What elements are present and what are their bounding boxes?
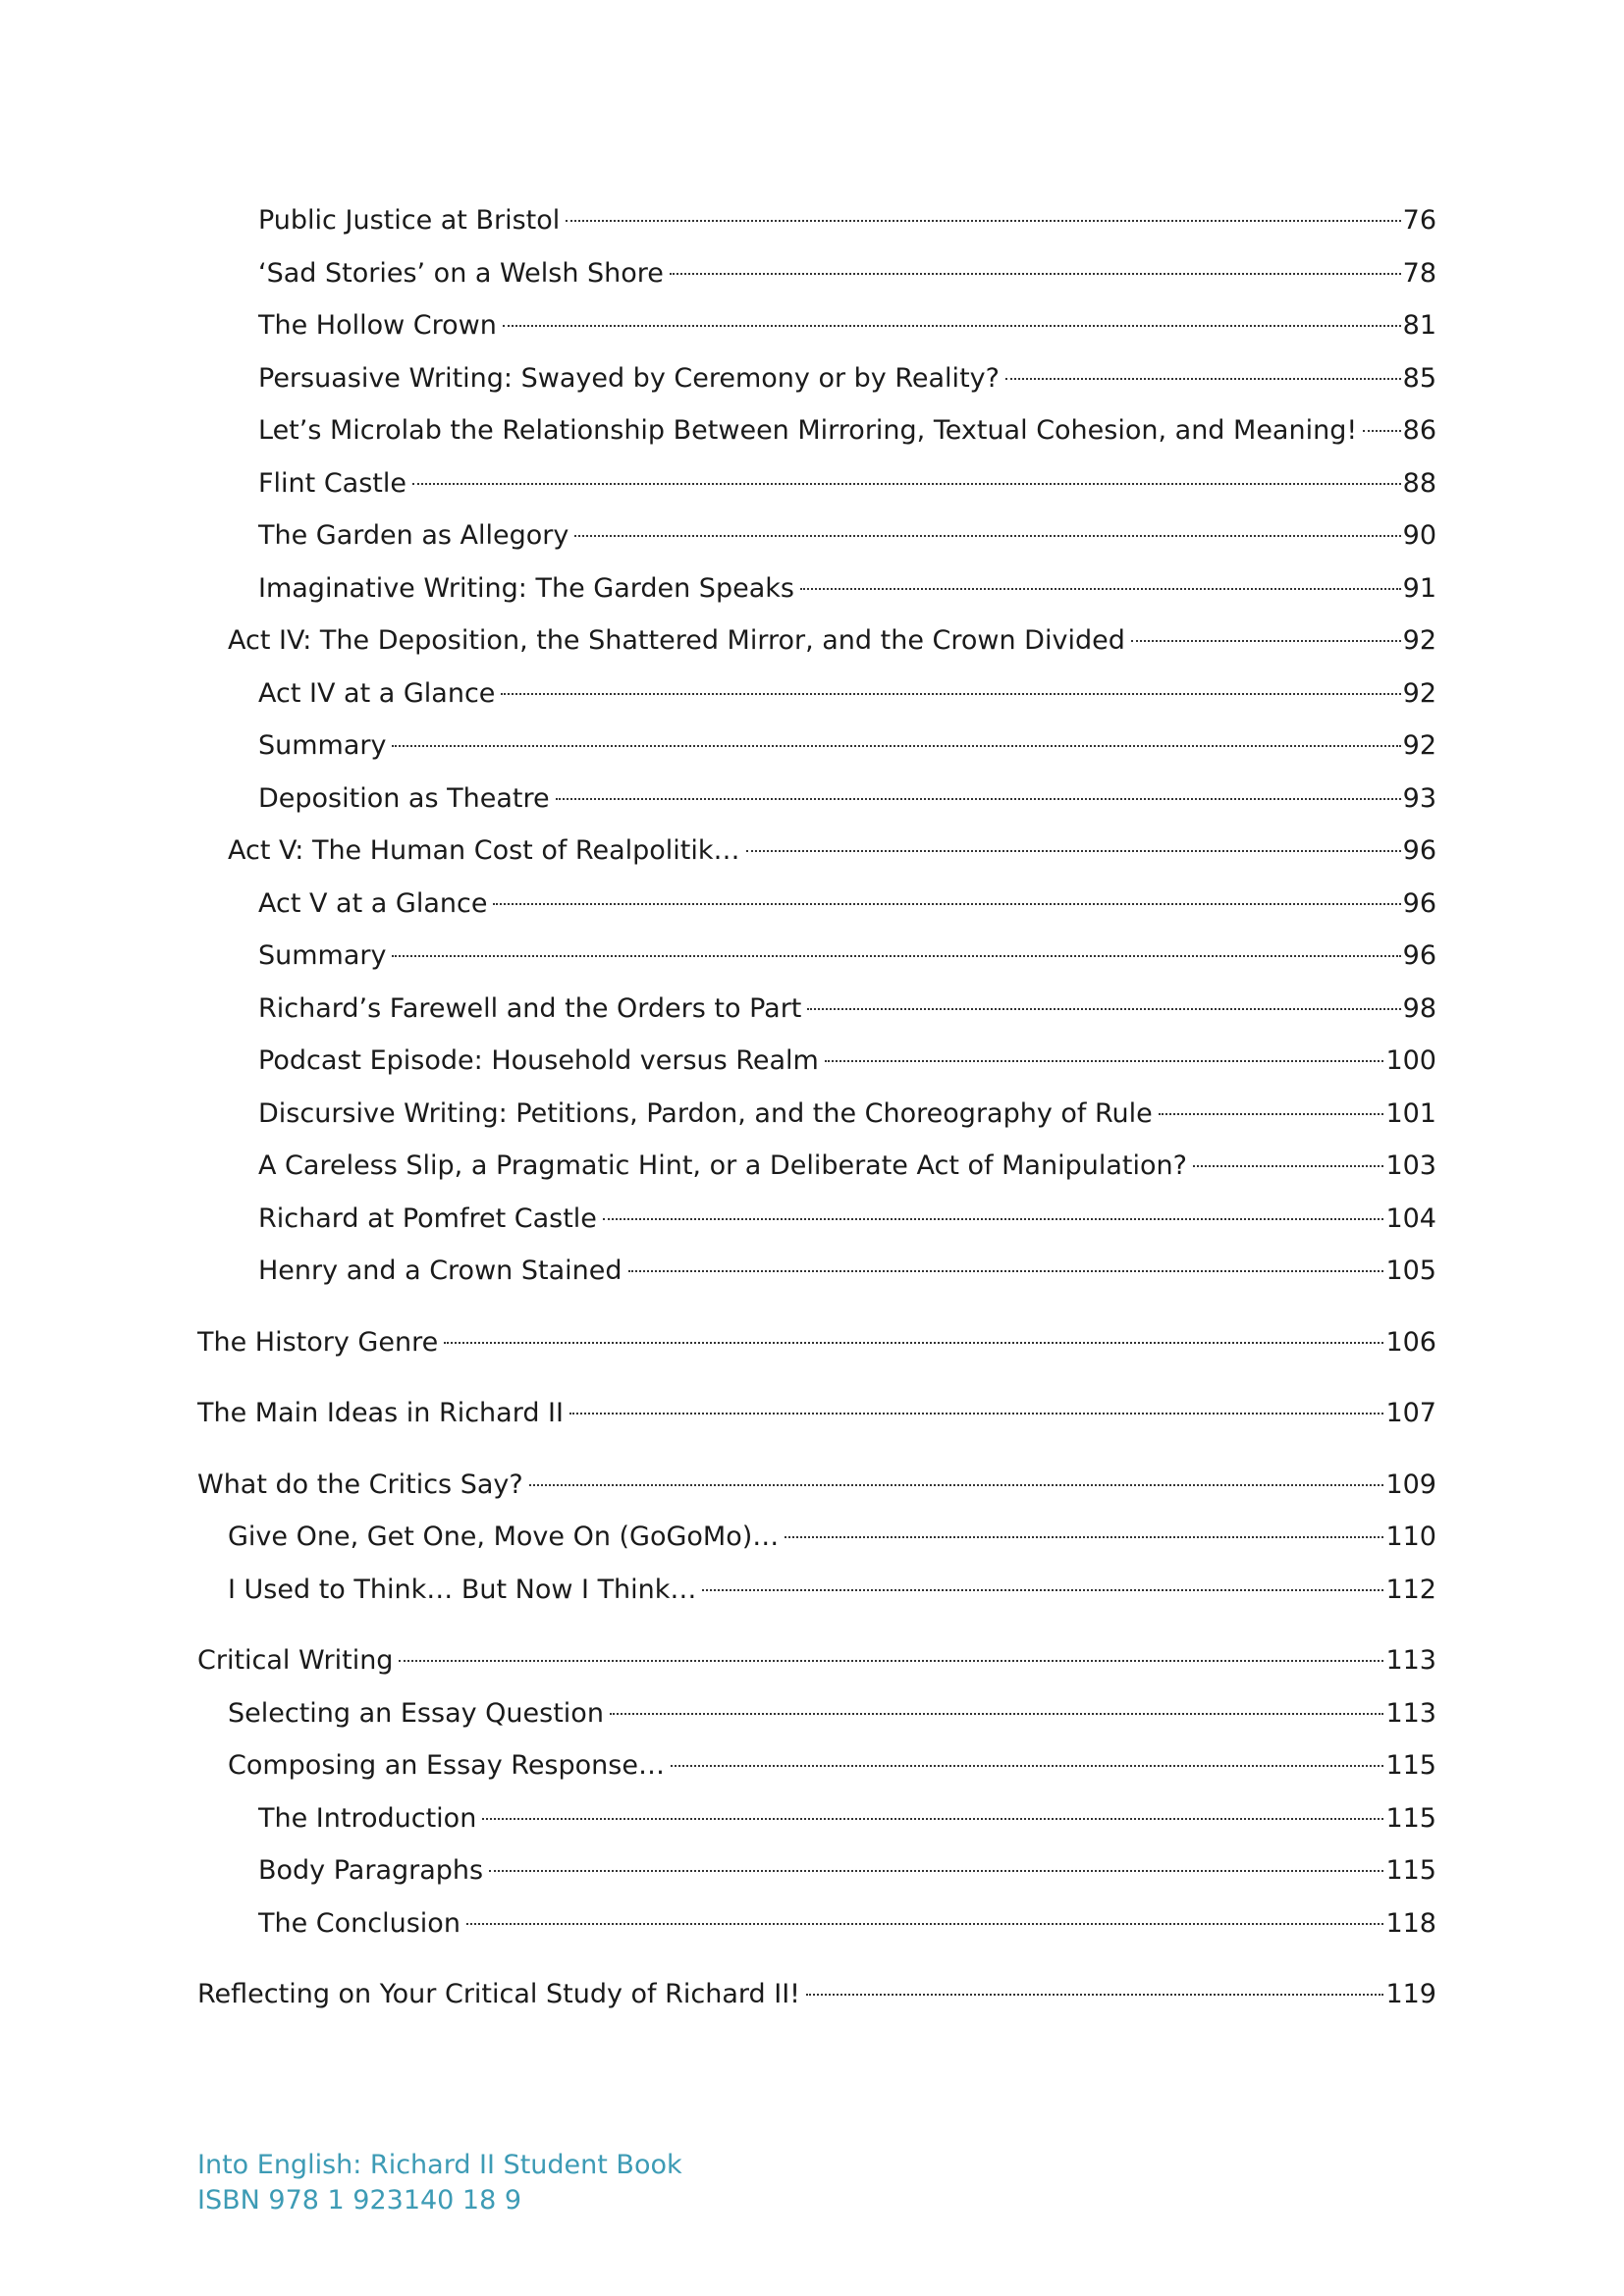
toc-entry[interactable]	[197, 352, 1436, 405]
toc-entry-page-number: 107	[1385, 1398, 1436, 1428]
toc-entry-page-number: 96	[1402, 940, 1436, 971]
toc-entry[interactable]	[197, 1088, 1436, 1141]
toc-dot-leader	[807, 1008, 1400, 1010]
toc-entry[interactable]	[197, 247, 1436, 300]
toc-dot-leader	[1363, 430, 1400, 432]
toc-entry[interactable]	[197, 667, 1436, 721]
toc-entry-page-number: 105	[1385, 1255, 1436, 1286]
toc-dot-leader	[671, 1765, 1384, 1767]
toc-entry-title: Let’s Microlab the Relationship Between Mirroring, Textual Cohesion, and Meaning!	[258, 415, 1358, 446]
toc-entry-title: The Introduction	[258, 1802, 477, 1834]
toc-dot-leader	[569, 1413, 1383, 1415]
toc-dot-leader	[444, 1342, 1383, 1344]
toc-entry-title: Deposition as Theatre	[258, 782, 550, 814]
toc-entry-page-number: 110	[1385, 1522, 1436, 1552]
toc-dot-leader	[501, 693, 1400, 695]
toc-dot-leader	[670, 273, 1401, 275]
page-footer	[197, 2148, 682, 2218]
toc-entry-page-number: 88	[1402, 467, 1436, 499]
toc-entry[interactable]	[197, 1459, 1436, 1512]
toc-entry-title: Richard’s Farewell and the Orders to Part	[258, 992, 802, 1024]
toc-entry-page-number: 92	[1402, 677, 1436, 709]
toc-entry-title: What do the Critics Say?	[197, 1468, 523, 1500]
toc-entry-page-number: 85	[1402, 362, 1436, 394]
toc-entry-page-number: 115	[1385, 1802, 1436, 1834]
toc-dot-leader	[610, 1713, 1384, 1715]
toc-entry-page-number: 81	[1402, 310, 1436, 341]
toc-entry[interactable]	[197, 1316, 1436, 1369]
toc-dot-leader	[806, 1994, 1383, 1996]
toc-dot-leader	[489, 1870, 1383, 1872]
toc-entry-page-number: 109	[1385, 1468, 1436, 1500]
toc-entry-page-number: 92	[1402, 730, 1436, 761]
toc-entry-title: I Used to Think… But Now I Think…	[228, 1574, 697, 1605]
toc-dot-leader	[566, 220, 1400, 222]
toc-entry-title: Podcast Episode: Household versus Realm	[258, 1045, 819, 1076]
toc-entry[interactable]	[197, 1687, 1436, 1740]
toc-dot-leader	[412, 483, 1401, 485]
toc-dot-leader	[466, 1923, 1384, 1925]
toc-entry[interactable]	[197, 194, 1436, 247]
footer-book-title: Into English: Richard II Student Book	[197, 2150, 682, 2180]
toc-entry-title: Public Justice at Bristol	[258, 205, 561, 236]
toc-entry[interactable]	[197, 1792, 1436, 1845]
toc-entry[interactable]	[197, 1564, 1436, 1617]
toc-entry-page-number: 96	[1402, 835, 1436, 866]
toc-entry-page-number: 96	[1402, 887, 1436, 919]
toc-dot-leader	[603, 1218, 1384, 1220]
toc-dot-leader	[746, 850, 1401, 852]
toc-entry-page-number: 103	[1385, 1150, 1436, 1181]
toc-entry-page-number: 115	[1385, 1855, 1436, 1886]
toc-entry-page-number: 91	[1402, 572, 1436, 604]
toc-entry[interactable]	[197, 1897, 1436, 1950]
toc-entry[interactable]	[197, 1511, 1436, 1564]
toc-entry-title: Critical Writing	[197, 1645, 394, 1676]
footer-isbn: ISBN 978 1 923140 18 9	[197, 2185, 522, 2216]
toc-entry-title: The Conclusion	[258, 1907, 460, 1939]
toc-entry[interactable]	[197, 1193, 1436, 1246]
toc-entry-title: Summary	[258, 730, 387, 761]
toc-entry[interactable]	[197, 930, 1436, 983]
toc-entry-title: Act IV at a Glance	[258, 677, 496, 709]
toc-entry-title: Act IV: The Deposition, the Shattered Mirror, and the Crown Divided	[228, 625, 1125, 656]
toc-dot-leader	[392, 745, 1400, 747]
toc-entry-title: Act V: The Human Cost of Realpolitik…	[228, 835, 740, 866]
toc-entry-page-number: 86	[1402, 415, 1436, 446]
toc-entry[interactable]	[197, 562, 1436, 615]
toc-entry[interactable]	[197, 614, 1436, 667]
toc-dot-leader	[1159, 1113, 1384, 1115]
toc-entry-title: Body Paragraphs	[258, 1855, 484, 1886]
toc-entry-title: Summary	[258, 940, 387, 971]
toc-entry-title: Discursive Writing: Petitions, Pardon, and the Choreography of Rule	[258, 1097, 1153, 1129]
toc-entry-title: Composing an Essay Response…	[228, 1750, 665, 1781]
toc-entry[interactable]	[197, 720, 1436, 773]
toc-entry-page-number: 90	[1402, 520, 1436, 551]
toc-entry-title: Act V at a Glance	[258, 887, 488, 919]
toc-entry-page-number: 104	[1385, 1202, 1436, 1234]
toc-entry-title: Imaginative Writing: The Garden Speaks	[258, 572, 794, 604]
toc-entry[interactable]	[197, 773, 1436, 826]
toc-entry-page-number: 115	[1385, 1750, 1436, 1781]
toc-entry-title: The Main Ideas in Richard II	[197, 1398, 564, 1428]
toc-dot-leader	[1193, 1165, 1384, 1167]
toc-dot-leader	[1005, 378, 1401, 380]
toc-entry[interactable]	[197, 1844, 1436, 1897]
toc-entry[interactable]	[197, 1387, 1436, 1440]
toc-entry-page-number: 119	[1385, 1979, 1436, 2009]
toc-entry-title: Henry and a Crown Stained	[258, 1255, 623, 1286]
toc-entry-title: Give One, Get One, Move On (GoGoMo)…	[228, 1522, 780, 1552]
toc-dot-leader	[800, 588, 1401, 590]
toc-entry[interactable]	[197, 1140, 1436, 1193]
toc-dot-leader	[529, 1484, 1384, 1486]
toc-entry-title: Flint Castle	[258, 467, 406, 499]
toc-entry-page-number: 98	[1402, 992, 1436, 1024]
toc-dot-leader	[503, 325, 1401, 327]
toc-entry-page-number: 112	[1385, 1574, 1436, 1605]
toc-entry[interactable]	[197, 509, 1436, 562]
toc-entry-page-number: 106	[1385, 1326, 1436, 1358]
toc-dot-leader	[556, 798, 1401, 800]
toc-entry-page-number: 76	[1402, 205, 1436, 236]
toc-entry-page-number: 100	[1385, 1045, 1436, 1076]
toc-entry-title: The Garden as Allegory	[258, 520, 569, 551]
toc-entry-title: Reflecting on Your Critical Study of Richard II!	[197, 1979, 800, 2009]
table-of-contents	[197, 194, 1436, 2021]
toc-entry-page-number: 93	[1402, 782, 1436, 814]
toc-dot-leader	[399, 1660, 1383, 1662]
toc-entry-page-number: 78	[1402, 257, 1436, 289]
toc-entry-title: The History Genre	[197, 1326, 439, 1358]
toc-entry[interactable]	[197, 457, 1436, 510]
toc-entry-title: Persuasive Writing: Swayed by Ceremony or by Reality?	[258, 362, 1000, 394]
toc-entry-page-number: 113	[1385, 1697, 1436, 1729]
toc-entry[interactable]	[197, 299, 1436, 352]
toc-entry-page-number: 113	[1385, 1645, 1436, 1676]
toc-dot-leader	[392, 955, 1400, 957]
toc-entry[interactable]	[197, 1968, 1436, 2021]
toc-entry[interactable]	[197, 1634, 1436, 1687]
toc-entry-title: ‘Sad Stories’ on a Welsh Shore	[258, 257, 664, 289]
toc-entry-title: The Hollow Crown	[258, 310, 497, 341]
toc-dot-leader	[1131, 640, 1401, 642]
toc-entry[interactable]	[197, 404, 1436, 457]
toc-entry-page-number: 101	[1385, 1097, 1436, 1129]
toc-entry-title: A Careless Slip, a Pragmatic Hint, or a Deliberate Act of Manipulation?	[258, 1150, 1187, 1181]
toc-entry[interactable]	[197, 1739, 1436, 1792]
toc-dot-leader	[574, 535, 1400, 537]
toc-entry[interactable]	[197, 1245, 1436, 1298]
toc-entry[interactable]	[197, 878, 1436, 931]
toc-dot-leader	[785, 1536, 1383, 1538]
toc-dot-leader	[825, 1060, 1384, 1062]
toc-entry-page-number: 118	[1385, 1907, 1436, 1939]
toc-entry[interactable]	[197, 1035, 1436, 1088]
toc-entry-page-number: 92	[1402, 625, 1436, 656]
toc-dot-leader	[493, 903, 1400, 905]
toc-entry[interactable]	[197, 825, 1436, 878]
toc-dot-leader	[702, 1589, 1383, 1591]
toc-entry[interactable]	[197, 983, 1436, 1036]
toc-entry-title: Richard at Pomfret Castle	[258, 1202, 597, 1234]
toc-dot-leader	[628, 1270, 1384, 1272]
toc-entry-title: Selecting an Essay Question	[228, 1697, 604, 1729]
toc-dot-leader	[482, 1818, 1383, 1820]
